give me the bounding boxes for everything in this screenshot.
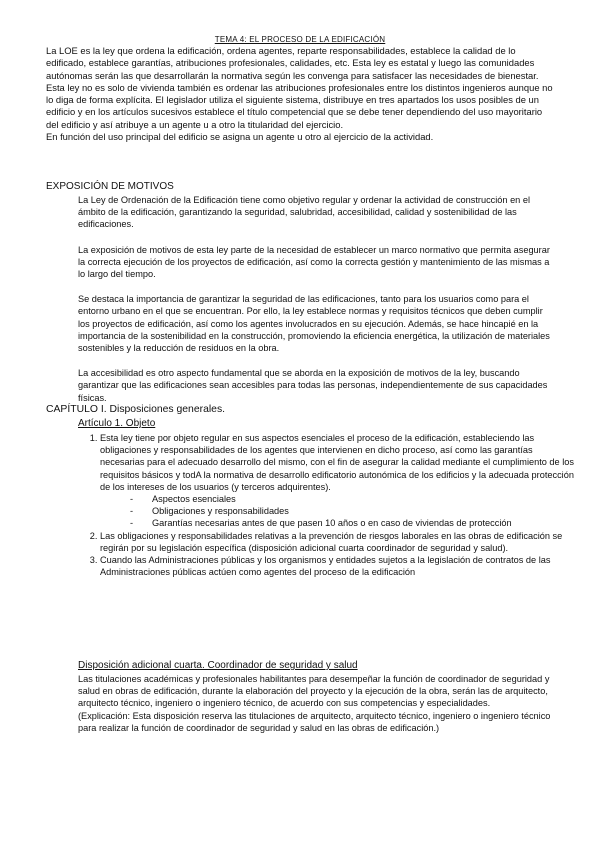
intro-section xyxy=(46,45,556,143)
article-subitems-list xyxy=(100,493,578,530)
article-subitem: - Obligaciones y responsabilidades xyxy=(130,505,578,517)
motivos-paragraph: La accesibilidad es otro aspecto fundamental que se aborda en la exposición de motivos de la ley, buscando garantizar que las edificaciones sean accesibles para todas las personas, independientemente de sus capacidades físicas. xyxy=(78,368,548,403)
intro-paragraph: La LOE es la ley que ordena la edificación, ordena agentes, reparte responsabilidades, establece la calidad de lo edificado, establece garantías, atribuciones profesionales, calidades, etc. Esta ley es estatal y luego las comunidades autónomas serán las que desarrollarán la normativa según les convenga para satisfacer las necesidades de bienestar. xyxy=(46,45,539,81)
motivos-heading: EXPOSICIÓN DE MOTIVOS xyxy=(46,181,174,192)
motivos-section xyxy=(78,194,556,417)
intro-paragraph: Esta ley no es solo de vivienda también es ordenar las atribuciones profesionales entre los distintos ingenieros aunque no lo diga de forma explícita. El legislador utiliza el siguiente sistema, distribuye en tres apartados los usos posibles de un edificio y en los artículos sucesivos establece el título competencial que se debe tener dependiendo del uso mayoritario del edificio y así atribuye a un agente u a otro la titularidad del ejercicio. xyxy=(46,81,553,130)
disposition-body: Las titulaciones académicas y profesionales habilitantes para desempeñar la función de coordinador de seguridad y salud en obras de edificación, durante la elaboración del proyecto y la ejecución de la obra, serán las de arquitecto, arquitecto técnico, ingeniero o ingeniero técnico, de acuerdo con sus competencias y especialidades. xyxy=(78,674,550,709)
article-item-text: Cuando las Administraciones públicas y los organismos y entidades sujetos a la legislación de contratos de las Administraciones públicas actúen como agentes del proceso de la edificación xyxy=(100,555,551,578)
article-item xyxy=(100,530,578,554)
motivos-paragraph: La Ley de Ordenación de la Edificación tiene como objetivo regular y ordenar la actividad de construcción en el ámbito de la edificación, garantizando la seguridad, salubridad, accesibilidad, calidad y sostenibilidad de las edificaciones. xyxy=(78,195,530,230)
disposition-heading: Disposición adicional cuarta. Coordinador de seguridad y salud xyxy=(78,660,358,671)
intro-paragraph: En función del uso principal del edificio se asigna un agente u otro al ejercicio de la actividad. xyxy=(46,131,434,143)
disposition-explanation: (Explicación: Esta disposición reserva las titulaciones de arquitecto, arquitecto técnico, ingeniero o ingeniero técnico para realizar la función de coordinador de seguridad y salud en las obras de edificación.) xyxy=(78,710,551,733)
chapter-heading: CAPÍTULO I. Disposiciones generales. xyxy=(46,404,226,415)
article-item xyxy=(100,432,578,530)
motivos-paragraph: Se destaca la importancia de garantizar la seguridad de las edificaciones, tanto para los usuarios como para el entorno urbano en el que se encuentran. Por ello, la ley establece normas y requisitos técnicos que deben cumplir los proyectos de edificación, así como los agentes involucrados en su ejecución. Además, se hace hincapié en la importancia de la sostenibilidad en la construcción, promoviendo la eficiencia energética, la utilización de materiales sostenibles y la reducción de residuos en la obra. xyxy=(78,294,550,354)
motivos-paragraph: La exposición de motivos de esta ley parte de la necesidad de establecer un marco normativo que permita asegurar la correcta ejecución de los proyectos de edificación, así como la correcta gestión y mantenimiento de las mismas a lo largo del tiempo. xyxy=(78,244,550,280)
article-item-text: Esta ley tiene por objeto regular en sus aspectos esenciales el proceso de la edificación, estableciendo las obligaciones y responsabilidades de los agentes que intervienen en dicho proceso, así como las garantías necesarias para el adecuado desarrollo del mismo, con el fin de asegurar la calidad mediante el cumplimiento de los requisitos básicos y todA la normativa de desarrollo edificatorio autonómica de los edificios y la adecuada protección de los intereses de los usuarios (y terceros adquirentes). xyxy=(100,433,574,492)
page-title: TEMA 4: EL PROCESO DE LA EDIFICACIÓN xyxy=(214,35,386,44)
disposition-section xyxy=(78,673,556,734)
article-item xyxy=(100,554,578,578)
article-heading: Artículo 1. Objeto xyxy=(78,418,156,429)
article-items-list xyxy=(78,432,578,578)
article-subitem: - Garantías necesarias antes de que pasen 10 años o en caso de viviendas de protección xyxy=(130,517,578,529)
article-item-text: Las obligaciones y responsabilidades relativas a la prevención de riesgos laborales en las obras de edificación se regirán por su legislación específica (disposición adicional cuarta coordinador de seguridad y salud). xyxy=(100,530,563,553)
article-subitem: - Aspectos esenciales xyxy=(130,493,578,505)
